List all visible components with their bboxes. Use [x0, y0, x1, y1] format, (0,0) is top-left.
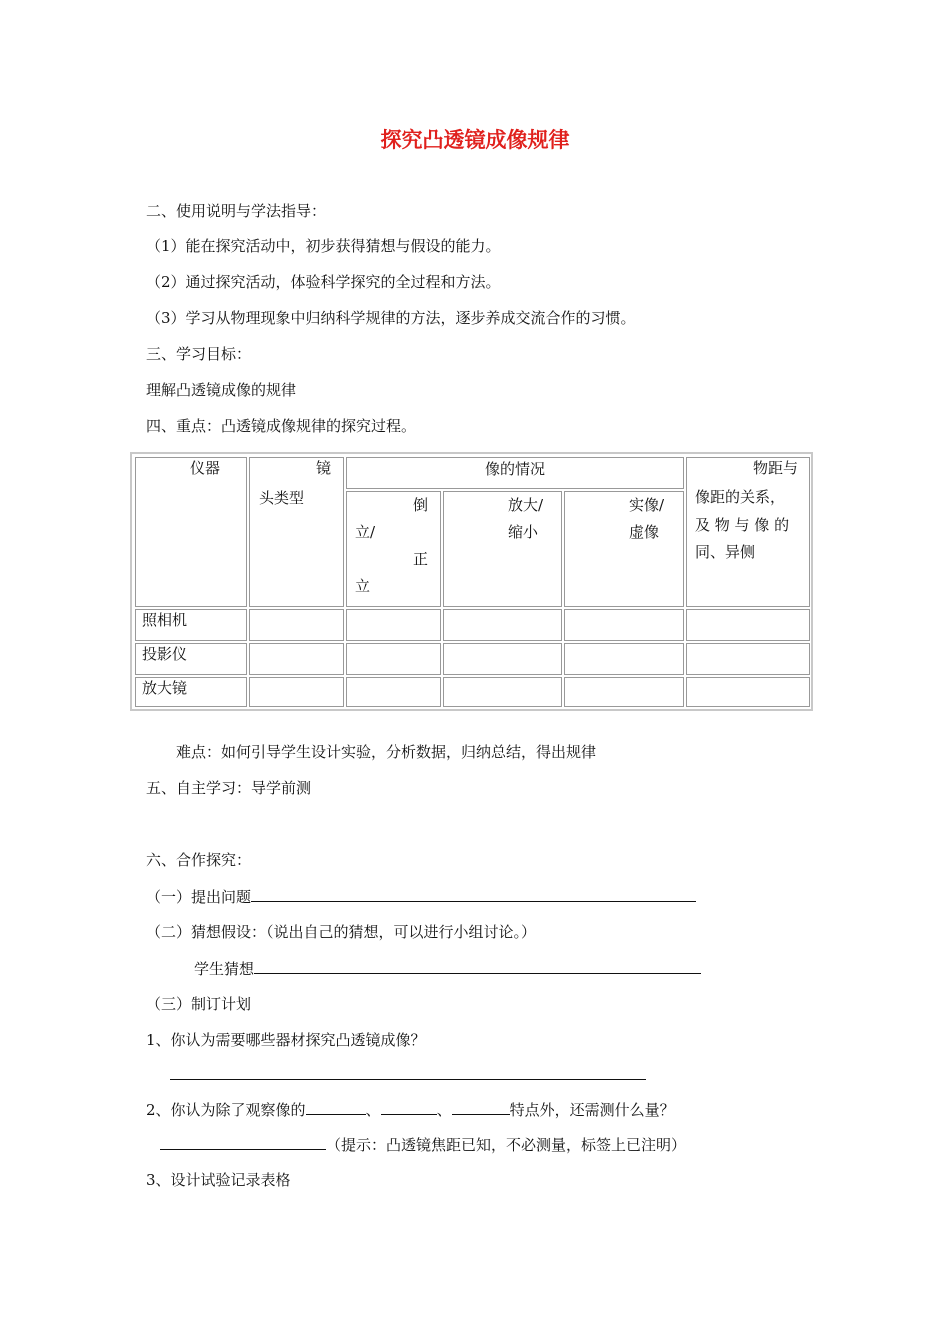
header-image-cell: [346, 457, 684, 489]
section-5-heading: 五、自主学习：导学前测: [146, 779, 312, 797]
row-camera: 照相机: [142, 611, 188, 629]
table-row-label: [135, 609, 247, 641]
orientation-3: 正: [413, 550, 429, 568]
size-1: 放大/: [508, 496, 544, 514]
plan-item-1: 1、你认为需要哪些器材探究凸透镜成像？: [146, 1031, 426, 1049]
header-instrument-cell: [135, 457, 247, 607]
section-4-heading: 四、重点：凸透镜成像规律的探究过程。: [146, 417, 417, 435]
section-2-item-1: （1）能在探究活动中，初步获得猜想与假设的能力。: [146, 237, 501, 255]
table-row-label: [135, 643, 247, 675]
section-3-heading: 三、学习目标：: [146, 345, 252, 363]
orientation-2: 立/: [355, 523, 376, 541]
difficulty-text: 难点：如何引导学生设计实验，分析数据，归纳总结，得出规律: [176, 743, 597, 761]
table-row-label: [135, 677, 247, 707]
relation-line-1: 物距与: [753, 459, 799, 477]
row-magnifier: 放大镜: [142, 679, 188, 697]
header-lens-1: 镜: [316, 459, 332, 477]
sub-real-cell: [564, 491, 684, 607]
feature-blank-3[interactable]: [452, 1099, 510, 1115]
table-cell: [686, 643, 810, 675]
plan-item-1-blank[interactable]: [170, 1064, 646, 1080]
table-cell: [249, 677, 344, 707]
relation-line-3: 及 物 与 像 的: [695, 516, 790, 534]
header-image: 像的情况: [484, 460, 545, 478]
header-lens-cell: [249, 457, 344, 607]
table-cell: [443, 609, 562, 641]
plan-item-2-rest: 特点外，还需测什么量？: [509, 1101, 675, 1119]
header-instrument: 仪器: [190, 459, 221, 477]
section-2-item-3: （3）学习从物理现象中归纳科学规律的方法，逐步养成交流合作的习惯。: [146, 309, 636, 327]
table-cell: [346, 677, 441, 707]
header-lens-2: 头类型: [259, 489, 305, 507]
section-2-heading: 二、使用说明与学法指导：: [146, 202, 327, 220]
student-guess-blank[interactable]: [254, 958, 701, 974]
feature-blank-2[interactable]: [381, 1099, 437, 1115]
real-2: 虚像: [629, 523, 660, 541]
sub-size-cell: [443, 491, 562, 607]
plan-item-2-label: 2、你认为除了观察像的: [146, 1101, 306, 1119]
plan-item-3: 3、设计试验记录表格: [146, 1171, 291, 1189]
separator-1: 、: [365, 1101, 381, 1119]
table-cell: [443, 677, 562, 707]
relation-line-4: 同、异侧: [695, 543, 756, 561]
plan-item-2: [146, 1099, 675, 1120]
separator-2: 、: [436, 1101, 452, 1119]
page-title: 探究凸透镜成像规律: [380, 128, 570, 152]
table-cell: [443, 643, 562, 675]
table-cell: [346, 609, 441, 641]
section-2-item-2: （2）通过探究活动，体验科学探究的全过程和方法。: [146, 273, 501, 291]
measurement-hint: （提示：凸透镜焦距已知，不必测量，标签上已注明）: [326, 1136, 687, 1154]
row-projector: 投影仪: [142, 645, 188, 663]
question-3: （三）制订计划: [146, 995, 252, 1013]
orientation-4: 立: [355, 577, 371, 595]
question-1: [146, 886, 696, 907]
relation-line-2: 像距的关系，: [695, 488, 786, 506]
orientation-1: 倒: [413, 496, 429, 514]
header-relation-cell: [686, 457, 810, 607]
table-cell: [686, 677, 810, 707]
section-6-heading: 六、合作探究：: [146, 851, 252, 869]
table-cell: [686, 609, 810, 641]
sub-orientation-cell: [346, 491, 441, 607]
question-1-label: （一）提出问题: [146, 888, 252, 906]
question-1-blank[interactable]: [251, 886, 696, 902]
student-guess-label: 学生猜想: [194, 960, 255, 978]
measurement-blank[interactable]: [160, 1134, 326, 1150]
size-2: 缩小: [508, 523, 539, 541]
feature-blank-1[interactable]: [306, 1099, 366, 1115]
measurement-line: [160, 1134, 686, 1155]
table-cell: [564, 609, 684, 641]
real-1: 实像/: [629, 496, 665, 514]
observation-table: [130, 452, 813, 711]
table-cell: [564, 643, 684, 675]
table-cell: [564, 677, 684, 707]
table-cell: [249, 609, 344, 641]
student-guess: [194, 958, 701, 979]
section-3-text: 理解凸透镜成像的规律: [146, 381, 297, 399]
table-cell: [346, 643, 441, 675]
question-2: （二）猜想假设：（说出自己的猜想，可以进行小组讨论。）: [146, 923, 537, 941]
table-cell: [249, 643, 344, 675]
